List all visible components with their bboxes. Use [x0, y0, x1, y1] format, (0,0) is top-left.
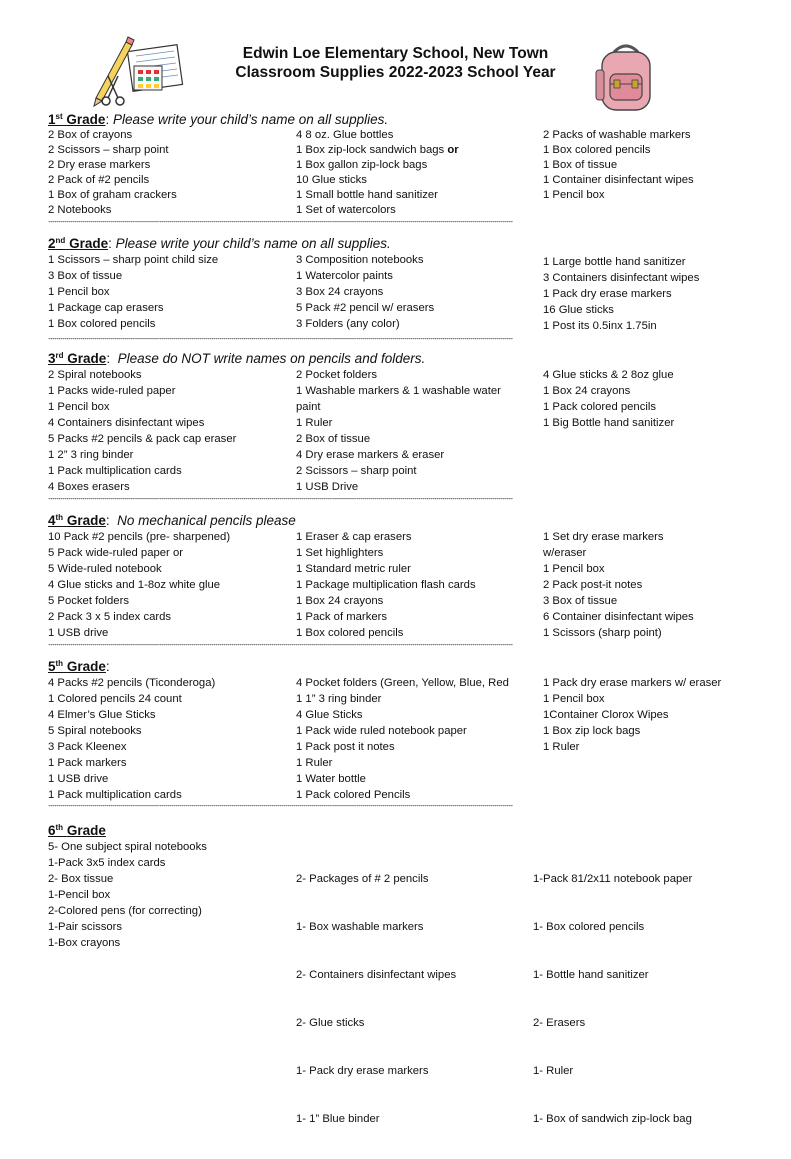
list-item: 1 Colored pencils 24 count	[48, 693, 182, 705]
grade-6-column-1	[48, 839, 207, 951]
list-item: 2 Packs of washable markers	[543, 129, 691, 141]
grade-2-supply-list	[48, 252, 748, 332]
list-item: 4 Boxes erasers	[48, 481, 130, 493]
list-item: 1Container Clorox Wipes	[543, 709, 669, 721]
list-item: 1 Pack of markers	[296, 611, 388, 623]
list-item: 2- Glue sticks	[296, 1017, 365, 1029]
list-item: 1 Big Bottle hand sanitizer	[543, 417, 675, 429]
list-item: 1- Box colored pencils	[533, 921, 645, 933]
grade-6-heading: 6th Grade	[48, 823, 106, 838]
grade-3-heading: 3rd Grade: Please do NOT write names on pencils and folders.	[48, 351, 426, 366]
list-item: 1 Pack multiplication cards	[48, 789, 182, 801]
list-item: 3 Box of tissue	[543, 595, 618, 607]
list-item: 1 USB drive	[48, 773, 109, 785]
list-item: 2-Colored pens (for correcting)	[48, 905, 202, 917]
grade-3-column-1	[48, 367, 236, 495]
list-item: 1 Pack multiplication cards	[48, 465, 182, 477]
grade-2-column-2	[296, 252, 434, 332]
list-item: 5 Packs #2 pencils & pack cap eraser	[48, 433, 237, 445]
list-item: 2 Pack 3 x 5 index cards	[48, 611, 172, 623]
list-item: 1 Set dry erase markers	[543, 531, 664, 543]
list-item: 1 Pack colored pencils	[543, 401, 657, 413]
grade-5-column-3	[543, 675, 721, 755]
list-item: 4 Containers disinfectant wipes	[48, 417, 205, 429]
list-item: 1-Pencil box	[48, 889, 111, 901]
grade-1-column-1	[48, 128, 177, 218]
list-item: paint	[296, 401, 321, 413]
list-item: 1-Pack 81/2x11 notebook paper	[533, 873, 693, 885]
list-item: 1- Box of sandwich zip-lock bag	[533, 1113, 692, 1125]
list-item: 2 Pack post-it notes	[543, 579, 643, 591]
list-item: 1- Pack dry erase markers	[296, 1065, 429, 1077]
list-item: 1 Standard metric ruler	[296, 563, 411, 575]
school-name: Edwin Loe Elementary School, New Town	[242, 45, 549, 62]
list-item: 4 Dry erase markers & eraser	[296, 449, 445, 461]
list-item: 1 Pack dry erase markers w/ eraser	[543, 677, 722, 689]
grade-4-column-2	[296, 529, 476, 641]
list-item: 1- 1” Blue binder	[296, 1113, 380, 1125]
grade-6-column-3	[533, 839, 692, 1159]
list-item: 3 Box 24 crayons	[296, 286, 384, 298]
grade-6-supply-list	[48, 839, 748, 1125]
list-item: 1- Ruler	[533, 1065, 574, 1077]
list-item: 3 Containers disinfectant wipes	[543, 272, 700, 284]
grade-6-column-2	[296, 839, 456, 1159]
list-item: 4 Pocket folders (Green, Yellow, Blue, Red	[296, 677, 509, 689]
list-item: 1 Box zip-lock sandwich bags or	[296, 144, 459, 156]
list-item: 2- Packages of # 2 pencils	[296, 873, 429, 885]
grade-1-section	[48, 111, 748, 218]
list-item: 1- Box washable markers	[296, 921, 424, 933]
list-item: 2 Pocket folders	[296, 369, 378, 381]
list-item: 2 Box of tissue	[296, 433, 371, 445]
list-item: 1 Water bottle	[296, 773, 366, 785]
list-item: 1 Package multiplication flash cards	[296, 579, 476, 591]
list-item: 1 2” 3 ring binder	[48, 449, 134, 461]
grade-2-column-3	[543, 254, 699, 334]
grade-5-column-2	[296, 675, 509, 803]
list-item: 2 Pack of #2 pencils	[48, 174, 150, 186]
list-item: 1 Pencil box	[543, 563, 605, 575]
list-item: 1 Pack post it notes	[296, 741, 395, 753]
list-item: 1 Packs wide-ruled paper	[48, 385, 176, 397]
grade-2-heading: 2nd Grade: Please write your child’s name on all supplies.	[48, 236, 391, 251]
grade-4-supply-list	[48, 529, 748, 641]
list-item: 1 Scissors – sharp point child size	[48, 254, 219, 266]
grade-3-column-2	[296, 367, 501, 495]
list-item: 4 Glue sticks and 1-8oz white glue	[48, 579, 221, 591]
list-item: 1 Set highlighters	[296, 547, 384, 559]
list-item: 2- Erasers	[533, 1017, 586, 1029]
grade-5-supply-list	[48, 675, 748, 803]
list-item: 10 Glue sticks	[296, 174, 367, 186]
list-item: 1 Small bottle hand sanitizer	[296, 189, 438, 201]
list-item: 1 USB drive	[48, 627, 109, 639]
list-item: 1 Package cap erasers	[48, 302, 164, 314]
list-item: 4 Glue sticks & 2 8oz glue	[543, 369, 674, 381]
list-item: 1 Pack markers	[48, 757, 127, 769]
list-item: 1 Box 24 crayons	[543, 385, 631, 397]
list-item: 3 Pack Kleenex	[48, 741, 127, 753]
list-item: 2- Box tissue	[48, 873, 114, 885]
backpack-clipart-icon	[590, 40, 662, 118]
asterisk-divider: ***************************************************************************************************************************************************************************************************************************************	[48, 644, 513, 648]
grade-6-section	[48, 822, 748, 1125]
list-item: 5 Pack #2 pencil w/ erasers	[296, 302, 435, 314]
list-item: 4 Packs #2 pencils (Ticonderoga)	[48, 677, 216, 689]
list-item: 1 Box colored pencils	[543, 144, 651, 156]
list-item: 1 Pack wide ruled notebook paper	[296, 725, 467, 737]
list-item: 1 Post its 0.5inx 1.75in	[543, 320, 657, 332]
grade-1-supply-list	[48, 128, 748, 218]
list-item: 1 Box of tissue	[543, 159, 618, 171]
list-item: 1 Box gallon zip-lock bags	[296, 159, 428, 171]
list-item: 1 Pencil box	[48, 286, 110, 298]
grade-3-supply-list	[48, 367, 748, 495]
list-item: 1 Pencil box	[48, 401, 110, 413]
grade-1-column-2	[296, 128, 459, 218]
list-item: 5 Pack wide-ruled paper or	[48, 547, 184, 559]
list-item: 5 Spiral notebooks	[48, 725, 142, 737]
list-item: 1-Pair scissors	[48, 921, 123, 933]
list-item: 1 Watercolor paints	[296, 270, 393, 282]
list-item: 2 Notebooks	[48, 204, 112, 216]
grade-4-column-1	[48, 529, 230, 641]
list-item: 10 Pack #2 pencils (pre- sharpened)	[48, 531, 231, 543]
list-item: 1 USB Drive	[296, 481, 359, 493]
list-item: 1-Box crayons	[48, 937, 121, 949]
grade-1-column-3	[543, 128, 694, 203]
school-supplies-clipart-icon	[88, 36, 190, 108]
list-item: 2- Containers disinfectant wipes	[296, 969, 457, 981]
list-item: 1 Box zip lock bags	[543, 725, 641, 737]
list-item: 1 1” 3 ring binder	[296, 693, 382, 705]
list-item: 3 Folders (any color)	[296, 318, 400, 330]
list-item: 1 Pencil box	[543, 693, 605, 705]
list-item: 1 Box colored pencils	[48, 318, 156, 330]
list-item: 1 Box 24 crayons	[296, 595, 384, 607]
grade-3-column-3	[543, 367, 674, 431]
list-item: 3 Composition notebooks	[296, 254, 424, 266]
list-item: 6 Container disinfectant wipes	[543, 611, 694, 623]
grade-4-column-3	[543, 529, 694, 641]
list-item: 1 Large bottle hand sanitizer	[543, 256, 686, 268]
grade-3-section	[48, 350, 748, 495]
list-item: 1-Pack 3x5 index cards	[48, 857, 166, 869]
list-item: 1 Ruler	[296, 757, 333, 769]
list-item: 1 Ruler	[543, 741, 580, 753]
list-item: 1- Bottle hand sanitizer	[533, 969, 649, 981]
list-item: 4 8 oz. Glue bottles	[296, 129, 394, 141]
list-item: 3 Box of tissue	[48, 270, 123, 282]
asterisk-divider: ***************************************************************************************************************************************************************************************************************************************	[48, 221, 513, 225]
list-item: w/eraser	[543, 547, 587, 559]
grade-5-column-1	[48, 675, 215, 803]
list-item: 1 Ruler	[296, 417, 333, 429]
list-item: 1 Box colored pencils	[296, 627, 404, 639]
list-item: 2 Scissors – sharp point	[296, 465, 417, 477]
list-item: 1 Set of watercolors	[296, 204, 396, 216]
list-item: 4 Elmer’s Glue Sticks	[48, 709, 156, 721]
grade-2-column-1	[48, 252, 218, 332]
grade-1-heading: 1st Grade: Please write your child’s name on all supplies.	[48, 112, 389, 127]
list-item: 1 Washable markers & 1 washable water	[296, 385, 501, 397]
list-item: 1 Box of graham crackers	[48, 189, 177, 201]
asterisk-divider: ***************************************************************************************************************************************************************************************************************************************	[48, 498, 513, 502]
list-item: 1 Scissors (sharp point)	[543, 627, 662, 639]
asterisk-divider: ***************************************************************************************************************************************************************************************************************************************	[48, 338, 513, 342]
list-item: 2 Box of crayons	[48, 129, 133, 141]
list-item: 1 Eraser & cap erasers	[296, 531, 412, 543]
list-item: 5 Wide-ruled notebook	[48, 563, 162, 575]
list-item: 16 Glue sticks	[543, 304, 614, 316]
list-item: 2 Spiral notebooks	[48, 369, 142, 381]
list-item: 4 Glue Sticks	[296, 709, 363, 721]
list-item: 1 Pack dry erase markers	[543, 288, 672, 300]
grade-4-section	[48, 512, 748, 641]
grade-5-heading: 5th Grade:	[48, 659, 110, 674]
grade-2-section	[48, 235, 748, 332]
list-item: 1 Pack colored Pencils	[296, 789, 411, 801]
list-item: 5 Pocket folders	[48, 595, 130, 607]
list-item: 2 Dry erase markers	[48, 159, 151, 171]
grade-5-section	[48, 658, 748, 803]
list-title: Classroom Supplies 2022-2023 School Year	[235, 64, 556, 81]
list-item: 2 Scissors – sharp point	[48, 144, 169, 156]
asterisk-divider: ***************************************************************************************************************************************************************************************************************************************	[48, 805, 513, 809]
list-item: 1 Container disinfectant wipes	[543, 174, 694, 186]
list-item: 5- One subject spiral notebooks	[48, 841, 207, 853]
grade-4-heading: 4th Grade: No mechanical pencils please	[48, 513, 296, 528]
list-item: 1 Pencil box	[543, 189, 605, 201]
